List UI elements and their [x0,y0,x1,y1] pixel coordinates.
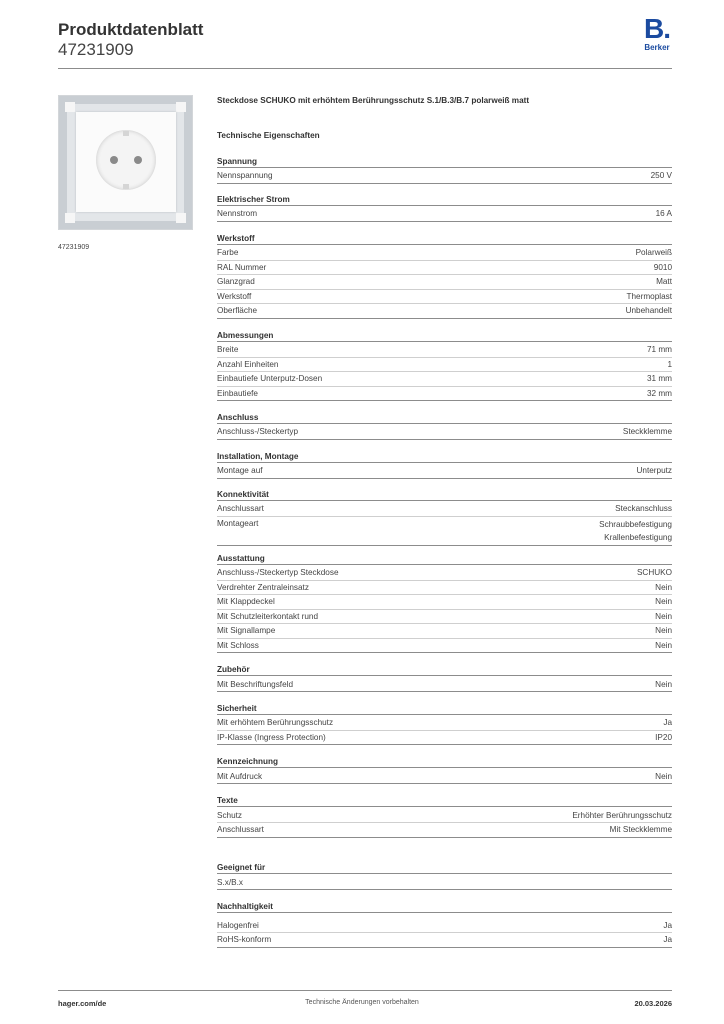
spec-value: Steckklemme [622,427,672,436]
spec-label: Schutz [217,810,243,820]
spec-value: Mit Steckklemme [609,825,672,834]
socket-ring [96,130,156,190]
spec-value: 32 mm [646,388,672,398]
spec-value-line: Krallenbefestigung [604,532,672,542]
spec-label: Mit Beschriftungsfeld [217,679,293,689]
spec-label: Werkstoff [217,291,252,301]
spec-value: Ja [663,920,672,930]
spec-row [217,261,672,276]
spec-value: Polarweiß [635,248,672,257]
section-title: Texte [217,795,672,807]
spec-value: Erhöhter Berührungsschutz [572,810,672,820]
spec-row [217,387,672,402]
spec-value: 250 V [650,171,672,180]
socket-pin-hole [110,156,118,164]
frame-corner [176,213,186,223]
spec-label: Mit Schloss [217,640,259,650]
spec-label: IP-Klasse (Ingress Protection) [217,732,326,742]
document-number: 47231909 [58,40,134,59]
spec-row [217,358,672,373]
spec-value: 1 [667,359,672,369]
section-title: Installation, Montage [217,451,672,463]
section-title: Ausstattung [217,553,672,565]
spec-row [217,425,672,440]
spec-row [217,678,672,693]
product-image [58,95,193,230]
spec-value: Nein [655,640,672,650]
section-title: Sicherheit [217,703,672,715]
spec-row [217,566,672,581]
section-heading: Technische Eigenschaften [217,131,320,140]
product-name: Steckdose SCHUKO mit erhöhtem Berührungsschutz S.1/B.3/B.7 polarweiß matt [217,96,530,105]
spec-row [217,933,672,948]
frame-corner [65,102,75,112]
spec-row [217,716,672,731]
spec-label: Montage auf [217,466,263,475]
frame-corner [65,213,75,223]
spec-label: Mit Signallampe [217,626,276,635]
spec-row [217,624,672,639]
socket-pin-hole [134,156,142,164]
spec-label: Glanzgrad [217,277,255,286]
spec-row [217,169,672,184]
spec-row [217,517,672,546]
spec-row [217,809,672,824]
spec-value: Ja [663,935,672,944]
spec-value: Nein [655,597,672,606]
spec-value: 71 mm [646,345,672,354]
earth-clip-bottom [123,184,129,189]
spec-label: S.x/B.x [217,877,243,887]
spec-label: Einbautiefe [217,388,258,398]
spec-label: Anschluss-/Steckertyp [217,427,298,436]
spec-value: Nein [655,611,672,621]
section-title: Nachhaltigkeit [217,901,672,913]
spec-row [217,823,672,838]
brand-letter: B. [644,13,670,44]
spec-value: SCHUKO [636,568,672,577]
spec-row [217,610,672,625]
spec-label: Verdrehter Zentraleinsatz [217,582,309,592]
spec-value: Nein [655,679,672,689]
spec-row [217,464,672,479]
spec-row [217,290,672,305]
spec-label: Oberfläche [217,306,258,315]
section-title: Zubehör [217,664,672,676]
spec-row [217,275,672,290]
spec-value: Steckanschluss [615,504,672,513]
spec-value: Unterputz [636,466,672,475]
spec-value: Nein [655,771,672,781]
spec-row [217,502,672,517]
berker-logo [640,13,674,52]
spec-label: RoHS-konform [217,935,272,944]
spec-value: Thermoplast [626,291,672,301]
spec-value: Nein [655,626,672,635]
spec-label: Breite [217,345,239,354]
spec-value: 16 A [655,209,672,218]
section-title: Konnektivität [217,489,672,501]
section-title: Abmessungen [217,330,672,342]
document-header [58,20,203,60]
spec-label: Mit Klappdeckel [217,597,275,606]
spec-label: Farbe [217,248,239,257]
spec-label: Anschluss-/Steckertyp Steckdose [217,568,339,577]
footer-divider [58,990,672,991]
footer-website: hager.com/de [58,999,107,1008]
spec-label: Nennstrom [217,209,258,218]
spec-row [217,770,672,785]
spec-row [217,207,672,222]
spec-row [217,919,672,934]
spec-label: Anzahl Einheiten [217,359,279,369]
earth-clip-top [123,131,129,136]
spec-label: Mit Schutzleiterkontakt rund [217,611,319,621]
spec-value: Matt [656,277,672,286]
spec-label: Einbautiefe Unterputz-Dosen [217,374,323,383]
brand-name: Berker [644,43,670,52]
section-title: Werkstoff [217,233,672,245]
spec-label: RAL Nummer [217,262,267,272]
spec-value-line: Schraubbefestigung [599,519,672,529]
spec-value: 31 mm [646,374,672,383]
spec-value: 9010 [653,262,672,272]
spec-value: IP20 [655,732,672,742]
document-title: Produktdatenblatt [58,20,204,39]
socket-plate [76,112,176,212]
spec-row [217,876,672,891]
footer-date: 20.03.2026 [634,999,672,1008]
spec-label: Mit erhöhtem Berührungsschutz [217,718,334,727]
spec-label: Montageart [217,518,259,528]
spec-value [599,518,672,544]
spec-row [217,304,672,319]
spec-row [217,581,672,596]
spec-row [217,372,672,387]
spec-row [217,595,672,610]
spec-row [217,246,672,261]
spec-value: Unbehandelt [625,306,672,315]
spec-label: Mit Aufdruck [217,771,263,781]
section-title: Anschluss [217,412,672,424]
image-caption: 47231909 [58,244,90,251]
section-title: Geeignet für [217,862,672,874]
section-title: Kennzeichnung [217,756,672,768]
footer-notice: Technische Änderungen vorbehalten [305,999,419,1006]
spec-row [217,731,672,746]
spec-row [217,639,672,654]
section-title: Spannung [217,156,672,168]
spec-row [217,343,672,358]
section-title: Elektrischer Strom [217,194,672,206]
spec-value: Nein [655,582,672,592]
spec-label: Nennspannung [217,171,273,180]
spec-label: Halogenfrei [217,920,259,930]
spec-value: Ja [663,718,672,727]
frame-corner [176,102,186,112]
spec-label: Anschlussart [217,825,264,834]
header-divider [58,68,672,69]
spec-label: Anschlussart [217,504,264,513]
